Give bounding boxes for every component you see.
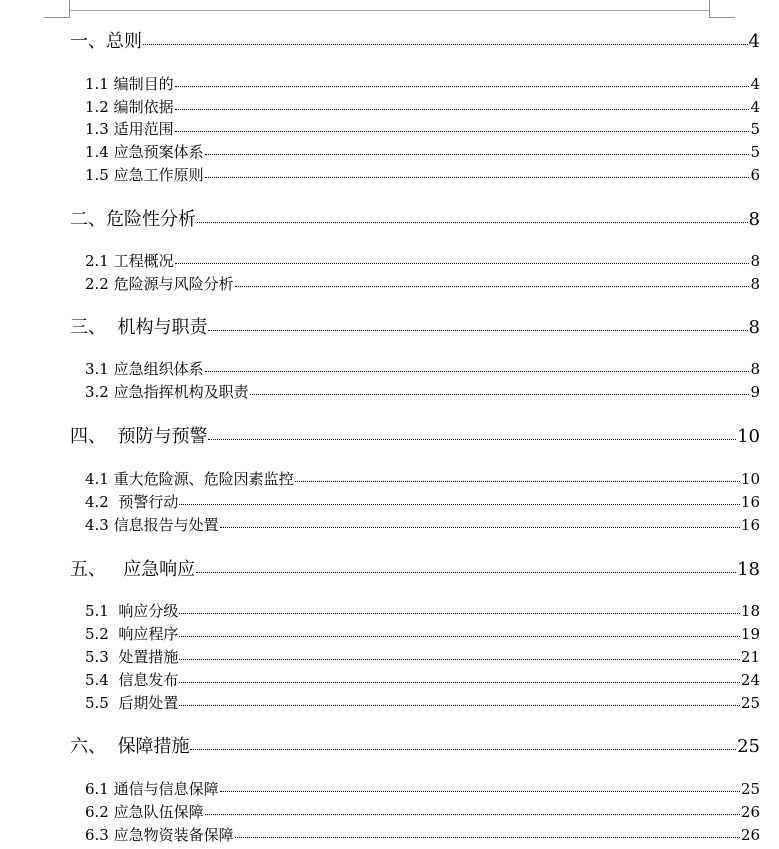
toc-label: 6.2 应急队伍保障 bbox=[85, 803, 204, 821]
toc-label: 五、 应急响应 bbox=[70, 559, 196, 580]
toc-label: 1.1 编制目的 bbox=[85, 75, 174, 93]
toc-page: 10 bbox=[740, 470, 760, 488]
toc-leader bbox=[196, 572, 736, 573]
toc-leader bbox=[179, 613, 740, 614]
toc-page: 25 bbox=[740, 694, 760, 712]
toc-page: 16 bbox=[740, 493, 760, 511]
toc-page: 21 bbox=[740, 648, 760, 666]
toc-leader bbox=[250, 394, 750, 395]
toc-leader bbox=[175, 131, 750, 132]
toc-label: 5.1 响应分级 bbox=[85, 602, 179, 620]
toc-label: 5.5 后期处置 bbox=[85, 694, 179, 712]
toc-entry-6[interactable] bbox=[70, 738, 760, 756]
toc-page: 18 bbox=[740, 602, 760, 620]
toc-label: 2.2 危险源与风险分析 bbox=[85, 275, 234, 293]
toc-page: 4 bbox=[750, 98, 760, 116]
toc-page: 24 bbox=[740, 671, 760, 689]
toc-leader bbox=[175, 86, 750, 87]
toc-entry-2-1[interactable] bbox=[85, 254, 760, 269]
toc-leader bbox=[179, 504, 740, 505]
toc-entry-6-2[interactable] bbox=[85, 805, 760, 820]
toc-label: 4.2 预警行动 bbox=[85, 493, 179, 511]
toc-entry-3-2[interactable] bbox=[85, 385, 760, 400]
toc-page: 25 bbox=[740, 780, 760, 798]
toc-page: 6 bbox=[750, 166, 760, 184]
toc-leader bbox=[143, 44, 748, 45]
toc-entry-3-1[interactable] bbox=[85, 362, 760, 377]
toc-entry-4-3[interactable] bbox=[85, 518, 760, 533]
toc-label: 5.3 处置措施 bbox=[85, 648, 179, 666]
toc-entry-4[interactable] bbox=[70, 428, 760, 446]
toc-entry-2[interactable] bbox=[70, 211, 760, 229]
toc-leader bbox=[205, 154, 750, 155]
toc-leader bbox=[235, 837, 740, 838]
toc-entry-5-4[interactable] bbox=[85, 673, 760, 688]
toc-label: 3.2 应急指挥机构及职责 bbox=[85, 383, 249, 401]
toc-label: 6.3 应急物资装备保障 bbox=[85, 826, 234, 844]
toc-label: 四、 预防与预警 bbox=[70, 426, 208, 447]
toc-label: 2.1 工程概况 bbox=[85, 252, 174, 270]
toc-leader bbox=[205, 814, 740, 815]
toc-page: 8 bbox=[750, 252, 760, 270]
toc-page: 9 bbox=[750, 383, 760, 401]
toc-label: 1.2 编制依据 bbox=[85, 98, 174, 116]
toc-leader bbox=[220, 791, 740, 792]
toc-entry-1-4[interactable] bbox=[85, 145, 760, 160]
toc-label: 一、总则 bbox=[70, 31, 142, 52]
toc-page: 16 bbox=[740, 516, 760, 534]
toc-entry-4-1[interactable] bbox=[85, 472, 760, 487]
toc-entry-3[interactable] bbox=[70, 319, 760, 337]
toc-entry-1-3[interactable] bbox=[85, 122, 760, 137]
toc-page: 25 bbox=[737, 736, 760, 757]
toc-page: 8 bbox=[750, 275, 760, 293]
toc-leader bbox=[190, 749, 736, 750]
toc-entry-6-1[interactable] bbox=[85, 782, 760, 797]
toc-entry-4-2[interactable] bbox=[85, 495, 760, 510]
toc-page: 8 bbox=[748, 317, 760, 338]
toc-label: 4.1 重大危险源、危险因素监控 bbox=[85, 470, 294, 488]
toc-label: 3.1 应急组织体系 bbox=[85, 360, 204, 378]
toc-leader bbox=[208, 330, 747, 331]
toc-page: 8 bbox=[750, 360, 760, 378]
toc-label: 6.1 通信与信息保障 bbox=[85, 780, 219, 798]
toc-leader bbox=[205, 177, 750, 178]
toc-leader bbox=[179, 705, 740, 706]
toc-entry-5-5[interactable] bbox=[85, 696, 760, 711]
toc-label: 4.3 信息报告与处置 bbox=[85, 516, 219, 534]
toc-page: 10 bbox=[737, 426, 760, 447]
toc-entry-1-5[interactable] bbox=[85, 168, 760, 183]
toc-page: 18 bbox=[737, 559, 760, 580]
toc-leader bbox=[295, 481, 740, 482]
toc-entry-1-1[interactable] bbox=[85, 77, 760, 92]
toc-label: 5.2 响应程序 bbox=[85, 625, 179, 643]
toc-leader bbox=[175, 263, 750, 264]
toc-entry-5-1[interactable] bbox=[85, 604, 760, 619]
toc-label: 1.3 适用范围 bbox=[85, 120, 174, 138]
toc-label: 六、 保障措施 bbox=[70, 736, 190, 757]
toc-entry-5-2[interactable] bbox=[85, 627, 760, 642]
toc-entry-6-3[interactable] bbox=[85, 828, 760, 843]
toc-leader bbox=[205, 371, 750, 372]
toc-leader bbox=[197, 222, 748, 223]
toc-label: 1.4 应急预案体系 bbox=[85, 143, 204, 161]
toc-page: 8 bbox=[748, 209, 760, 230]
toc-label: 5.4 信息发布 bbox=[85, 671, 179, 689]
toc-entry-2-2[interactable] bbox=[85, 277, 760, 292]
toc-leader bbox=[208, 439, 736, 440]
toc-entry-1[interactable] bbox=[70, 33, 760, 51]
toc-entry-5-3[interactable] bbox=[85, 650, 760, 665]
toc-leader bbox=[220, 527, 740, 528]
toc-entry-5[interactable] bbox=[70, 561, 760, 579]
toc-leader bbox=[235, 286, 750, 287]
toc-page: 26 bbox=[740, 803, 760, 821]
toc-page: 4 bbox=[750, 75, 760, 93]
toc-leader bbox=[179, 636, 740, 637]
toc-label: 二、危险性分析 bbox=[70, 209, 196, 230]
toc-label: 三、 机构与职责 bbox=[70, 317, 208, 338]
toc-leader bbox=[175, 109, 750, 110]
toc-label: 1.5 应急工作原则 bbox=[85, 166, 204, 184]
toc-page: 26 bbox=[740, 826, 760, 844]
toc-leader bbox=[179, 682, 740, 683]
toc-page: 19 bbox=[740, 625, 760, 643]
toc-entry-1-2[interactable] bbox=[85, 100, 760, 115]
toc-leader bbox=[179, 659, 740, 660]
toc-page: 5 bbox=[750, 120, 760, 138]
toc-page: 4 bbox=[748, 31, 760, 52]
toc-page: 5 bbox=[750, 143, 760, 161]
